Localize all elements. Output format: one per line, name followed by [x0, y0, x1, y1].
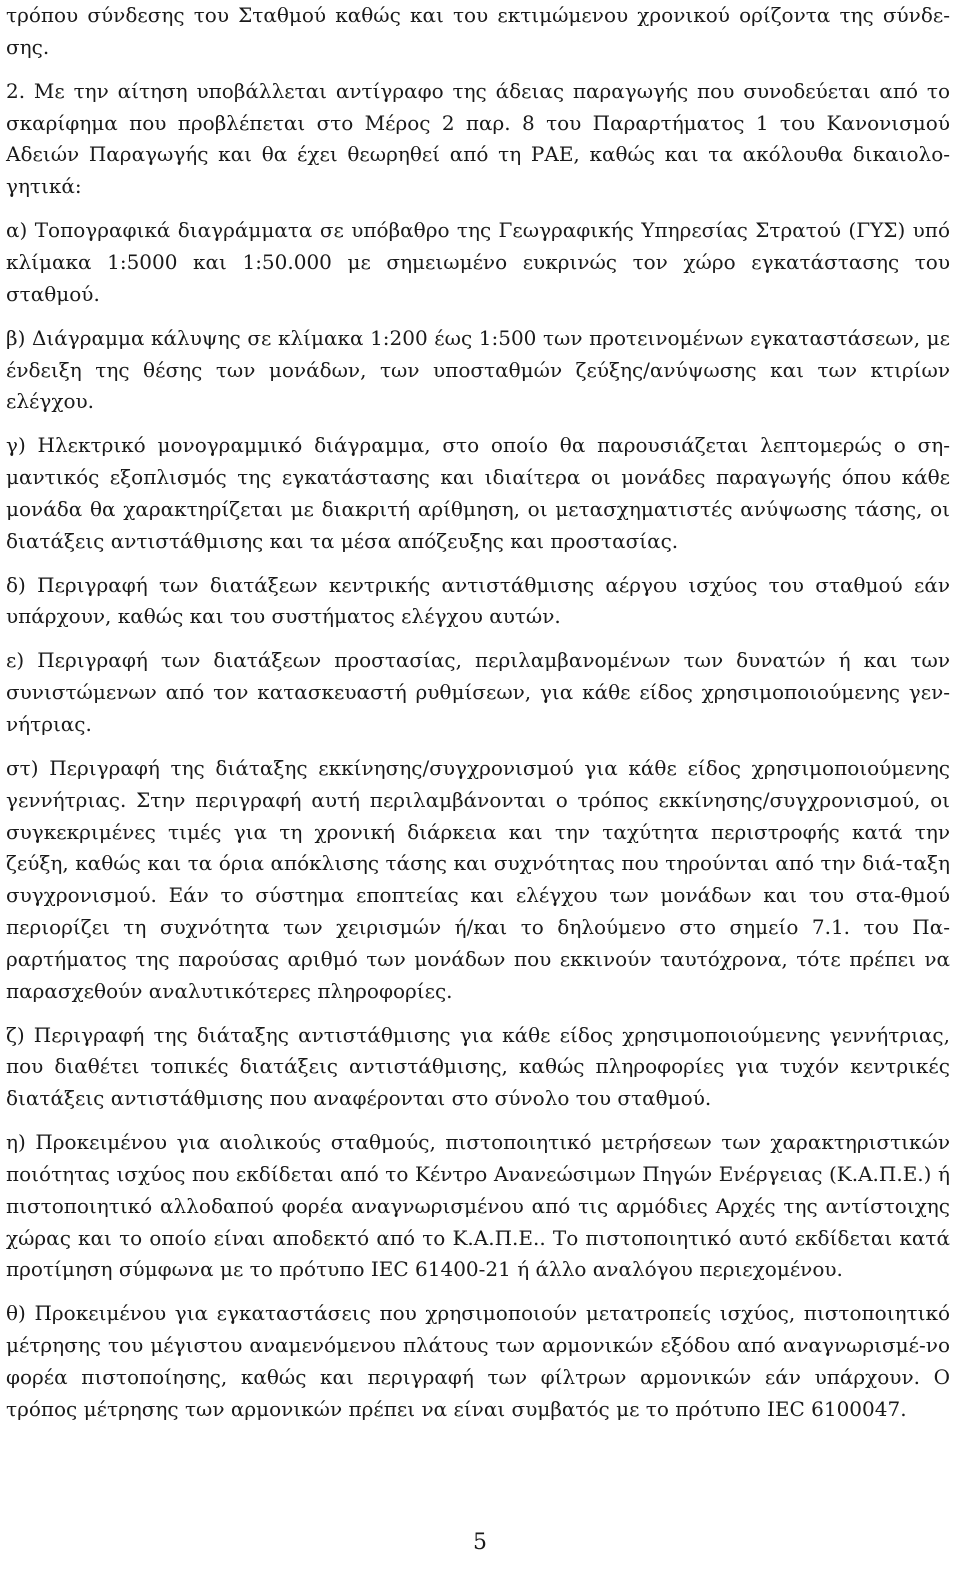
paragraph-a-topographic-maps: α) Τοπογραφικά διαγράμματα σε υπόβαθρο της Γεωγραφικής Υπηρεσίας Στρατού (ΓΥΣ) υπό κλίμακα 1:5000 και 1:50.000 με σημειωμένο ευκρινώς τον χώρο εγκατάστασης του σταθμού. — [6, 218, 950, 306]
paragraph-h-wind-power-certificate: η) Προκειμένου για αιολικούς σταθμούς, πιστοποιητικό μετρήσεων των χαρακτηριστικών ποιότητας ισχύος που εκδίδεται από το Κέντρο Ανανεώσιμων Πηγών Ενέργειας (Κ.Α.Π.Ε.) ή πιστοποιητικό αλλοδαπού φορέα αναγνωρισμένου από τις αρμόδιες Αρχές της αντίστοιχης χώρας και το οποίο είναι αποδεκτό από το Κ.Α.Π.Ε.. Το πιστοποιητικό αυτό εκδίδεται κατά προτίμηση σύμφωνα με το πρότυπο IEC 61400-21 ή άλλο αναλόγου περιεχομένου. — [6, 1130, 950, 1282]
page-number: 5 — [473, 1530, 487, 1555]
paragraph-e-protection-devices: ε) Περιγραφή των διατάξεων προστασίας, περιλαμβανομένων των δυνατών ή και των συνιστώμενων από τον κατασκευαστή ρυθμίσεων, για κάθε είδος χρησιμοποιούμενης γεν-νήτριας. — [6, 648, 950, 737]
paragraph-th-harmonics-certificate: θ) Προκειμένου για εγκαταστάσεις που χρησιμοποιούν μετατροπείς ισχύος, πιστοποιητικό μέτρησης του μέγιστου αναμενόμενου πλάτους των αρμονικών εξόδου από αναγνωρισμέ-νο φορέα πιστοποίησης, καθώς και περιγραφή των φίλτρων αρμονικών εάν υπάρχουν. Ο τρόπος μέτρησης των αρμονικών πρέπει να είναι συμβατός με το πρότυπο IEC 6100047. — [6, 1301, 950, 1421]
paragraph-z-compensation-arrangement: ζ) Περιγραφή της διάταξης αντιστάθμισης για κάθε είδος χρησιμοποιούμενης γεννήτριας, που διαθέτει τοπικές διατάξεις αντιστάθμισης, καθώς πληροφορίες για τυχόν κεντρικές διατάξεις αντιστάθμισης που αναφέρονται στο σύνολο του σταθμού. — [6, 1022, 950, 1111]
paragraph-d-reactive-compensation: δ) Περιγραφή των διατάξεων κεντρικής αντιστάθμισης αέργου ισχύος του σταθμού εάν υπάρχουν, καθώς και του συστήματος ελέγχου αυτών. — [6, 572, 950, 629]
paragraph-item-2-application: 2. Με την αίτηση υποβάλλεται αντίγραφο της άδειας παραγωγής που συνοδεύεται από το σκαρίφημα που προβλέπεται στο Μέρος 2 παρ. 8 του Παραρτήματος 1 του Κανονισμού Αδειών Παραγωγής και θα έχει θεωρηθεί από τη ΡΑΕ, καθώς και τα ακόλουθα δικαιολο-γητικά: — [6, 78, 950, 199]
paragraph-c-single-line-diagram: γ) Ηλεκτρικό μονογραμμικό διάγραμμα, στο οποίο θα παρουσιάζεται λεπτομερώς ο ση-μαντικός εξοπλισμός της εγκατάστασης και ιδιαίτερα οι μονάδες παραγωγής όπου κάθε μονάδα θα χαρακτηρίζεται με διακριτή αρίθμηση, οι μετασχηματιστές ανύψωσης τάσης, οι διατάξεις αντιστάθμισης και τα μέσα απόζευξης και προστασίας. — [6, 433, 950, 553]
paragraph-connection-method: τρόπου σύνδεσης του Σταθμού καθώς και του εκτιμώμενου χρονικού ορίζοντα της σύνδε-σης. — [6, 3, 950, 59]
paragraph-st-startup-synchronization: στ) Περιγραφή της διάταξης εκκίνησης/συγχρονισμού για κάθε είδος χρησιμοποιούμενης γεννήτριας. Στην περιγραφή αυτή περιλαμβάνονται ο τρόπος εκκίνησης/συγχρονισμού, οι συγκεκριμένες τιμές για τη χρονική διάρκεια και την ταχύτητα περιστροφής κατά την ζεύξη, καθώς και τα όρια απόκλισης τάσης και συχνότητας που τηρούνται από την διά-ταξη συγχρονισμού. Εάν το σύστημα εποπτείας και ελέγχου των μονάδων και του στα-θμού περιορίζει τη συχνότητα των χειρισμών ή/και το δηλούμενο στο σημείο 7.1. του Πα-ραρτήματος της παρούσας αριθμό των μονάδων που εκκινούν ταυτόχρονα, τότε πρέπει να παρασχεθούν αναλυτικότερες πληροφορίες. — [6, 756, 950, 1003]
paragraph-b-coverage-diagram: β) Διάγραμμα κάλυψης σε κλίμακα 1:200 έως 1:500 των προτεινομένων εγκαταστάσεων, με ένδειξη της θέσης των μονάδων, των υποσταθμών ζεύξης/ανύψωσης και των κτιρίων ελέγχου. — [6, 325, 950, 414]
document-body — [6, 0, 950, 1438]
